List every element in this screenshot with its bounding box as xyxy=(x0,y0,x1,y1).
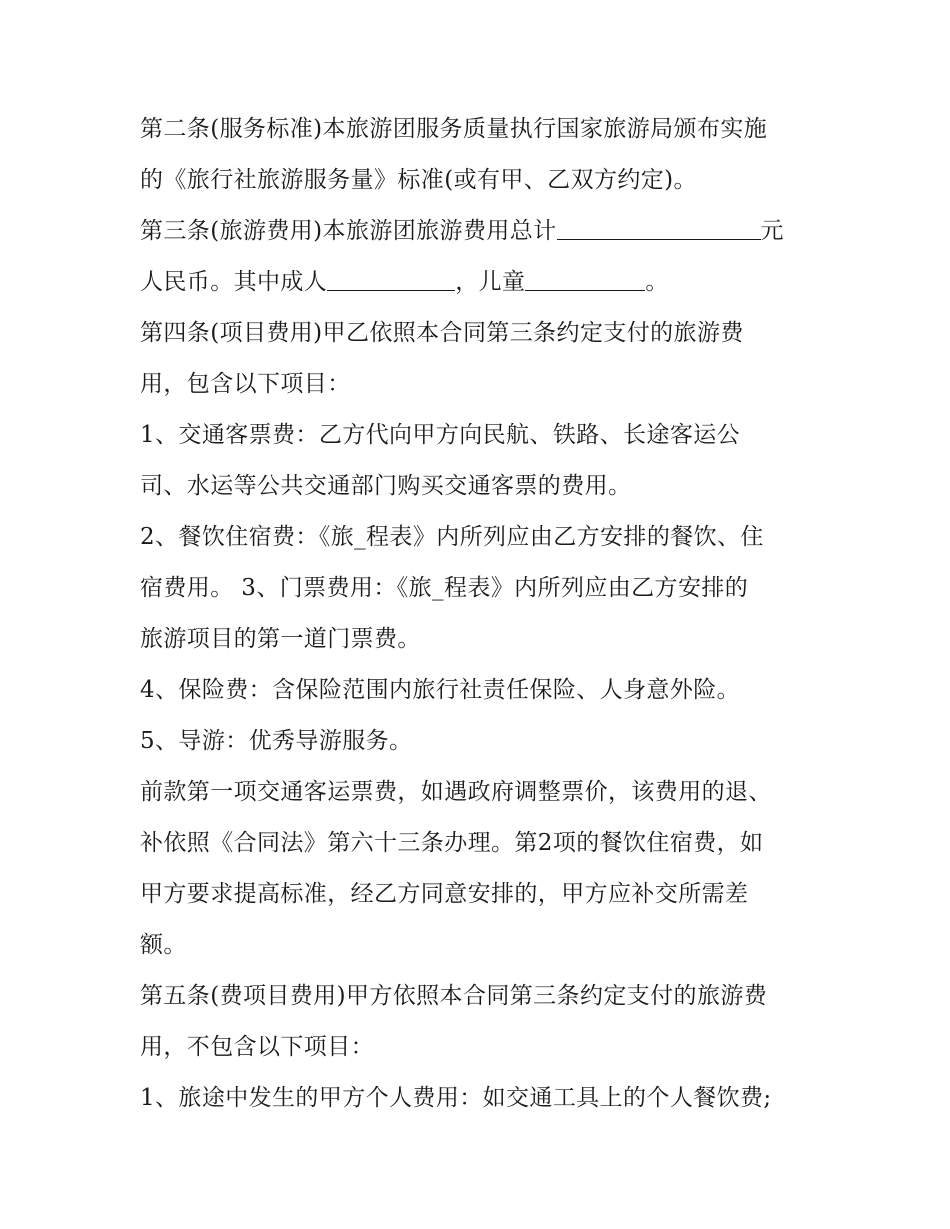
text-segment: ，儿童 xyxy=(455,269,526,295)
text-segment: 。 xyxy=(645,269,669,295)
list-item-meals-lodging: 2、餐饮住宿费：《旅_程表》内所列应由乙方安排的餐饮、住 xyxy=(140,524,764,550)
text-line: 补依照《合同法》第六十三条办理。第2项的餐饮住宿费，如 xyxy=(140,830,764,856)
text-line: 的《旅行社旅游服务量》标准(或有甲、乙双方约定)。 xyxy=(140,167,697,193)
total-fee-blank[interactable] xyxy=(557,209,761,240)
adult-fee-blank[interactable] xyxy=(327,260,455,291)
contract-text xyxy=(140,104,812,1124)
text-line: 用，包含以下项目： xyxy=(140,371,351,397)
text-line-article-4: 第四条(项目费用)甲乙依照本合同第三条约定支付的旅游费 xyxy=(140,320,744,346)
text-line-article-3 xyxy=(140,206,812,257)
list-item-transport: 1、交通客票费：乙方代向甲方向民航、铁路、长途客运公 xyxy=(140,422,741,448)
text-line: 甲方要求提高标准，经乙方同意安排的，甲方应补交所需差 xyxy=(140,881,749,907)
text-line: 前款第一项交通客运票费，如遇政府调整票价，该费用的退、 xyxy=(140,779,772,805)
list-item-guide: 5、导游：优秀导游服务。 xyxy=(140,728,413,754)
list-item-personal-expenses: 1、旅途中发生的甲方个人费用：如交通工具上的个人餐饮费; xyxy=(140,1085,772,1111)
child-fee-blank[interactable] xyxy=(525,260,645,291)
text-line-article-5: 第五条(费项目费用)甲方依照本合同第三条约定支付的旅游费 xyxy=(140,983,768,1009)
text-segment: 人民币。其中成人 xyxy=(140,269,328,295)
text-segment: 元 xyxy=(760,218,784,244)
list-item-insurance: 4、保险费：含保险范围内旅行社责任保险、人身意外险。 xyxy=(140,677,741,703)
text-segment: 第三条(旅游费用)本旅游团旅游费用总计 xyxy=(140,218,557,244)
list-item-tickets: 宿费用。 3、门票费用：《旅_程表》内所列应由乙方安排的 xyxy=(140,575,749,601)
text-line xyxy=(140,257,812,308)
text-line: 旅游项目的第一道门票费。 xyxy=(140,626,421,652)
text-line: 司、水运等公共交通部门购买交通客票的费用。 xyxy=(140,473,632,499)
text-line-article-2: 第二条(服务标准)本旅游团服务质量执行国家旅游局颁布实施 xyxy=(140,116,768,142)
text-line: 用，不包含以下项目： xyxy=(140,1034,374,1060)
text-line: 额。 xyxy=(140,932,187,958)
